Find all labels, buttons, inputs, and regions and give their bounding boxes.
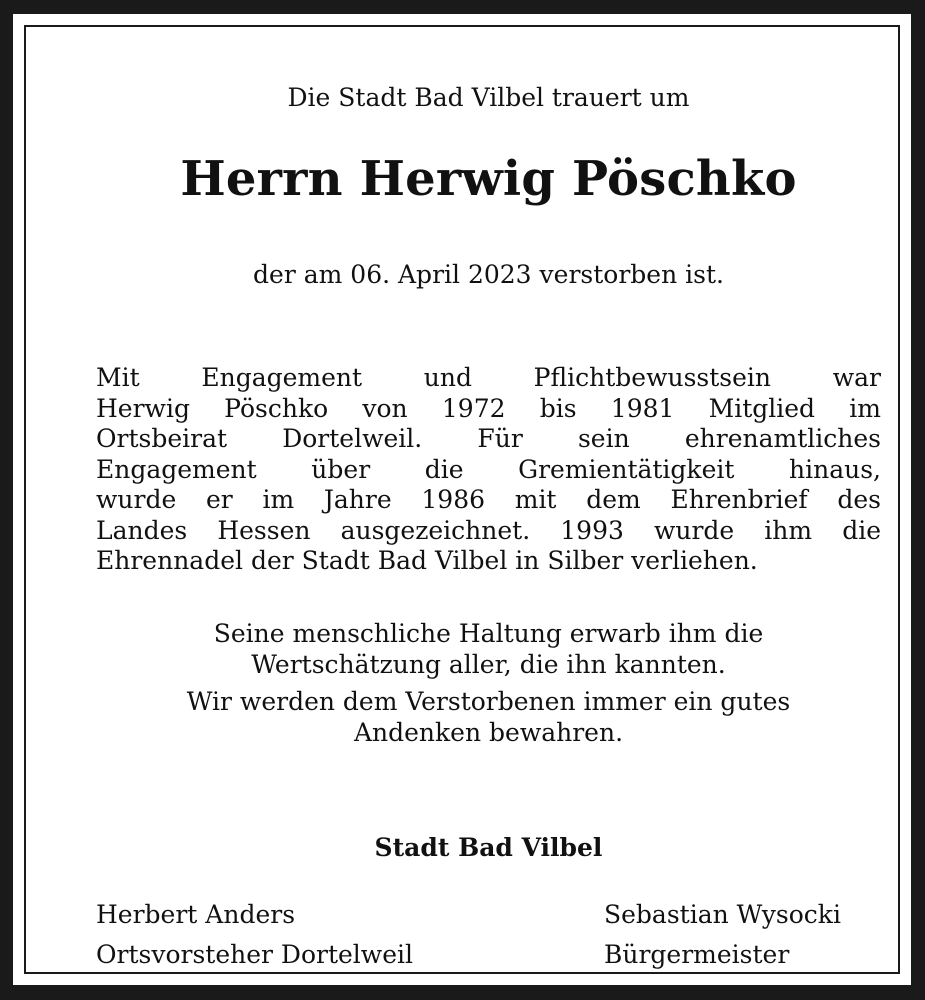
organization-name: Stadt Bad Vilbel <box>374 833 603 862</box>
tribute-line: Seine menschliche Haltung erwarb ihm die <box>213 619 764 648</box>
tribute-section <box>96 618 881 754</box>
tribute-paragraph <box>96 686 881 748</box>
tribute-line: Andenken bewahren. <box>353 718 624 747</box>
biography-paragraph <box>96 363 881 577</box>
deceased-name: Herrn Herwig Pöschko <box>180 151 797 207</box>
death-date-line: der am 06. April 2023 verstorben ist. <box>253 260 724 289</box>
signer-title: Ortsvorsteher Dortelweil <box>96 940 413 969</box>
signer-left <box>96 895 413 975</box>
signer-name: Herbert Anders <box>96 900 296 929</box>
bio-line: Herwig Pöschko von 1972 bis 1981 Mitglied im <box>96 393 881 423</box>
bio-line: Landes Hessen ausgezeichnet. 1993 wurde ihm die <box>96 515 881 545</box>
signer-right <box>604 895 841 975</box>
bio-line: Engagement über die Gremientätigkeit hinaus, <box>96 454 881 484</box>
intro-line: Die Stadt Bad Vilbel trauert um <box>287 83 690 112</box>
bio-line: Mit Engagement und Pflichtbewusstsein war <box>96 363 881 392</box>
obituary-notice <box>24 25 900 974</box>
tribute-line: Wir werden dem Verstorbenen immer ein gutes <box>186 687 791 716</box>
bio-line: Ehrennadel der Stadt Bad Vilbel in Silber verliehen. <box>96 546 758 575</box>
bio-line: wurde er im Jahre 1986 mit dem Ehrenbrief des <box>96 485 881 514</box>
signer-name: Sebastian Wysocki <box>604 900 841 929</box>
tribute-line: Wertschätzung aller, die ihn kannten. <box>251 650 726 679</box>
signer-title: Bürgermeister <box>604 940 790 969</box>
bio-line: Ortsbeirat Dortelweil. Für sein ehrenamtliches <box>96 424 881 453</box>
tribute-paragraph <box>96 618 881 680</box>
